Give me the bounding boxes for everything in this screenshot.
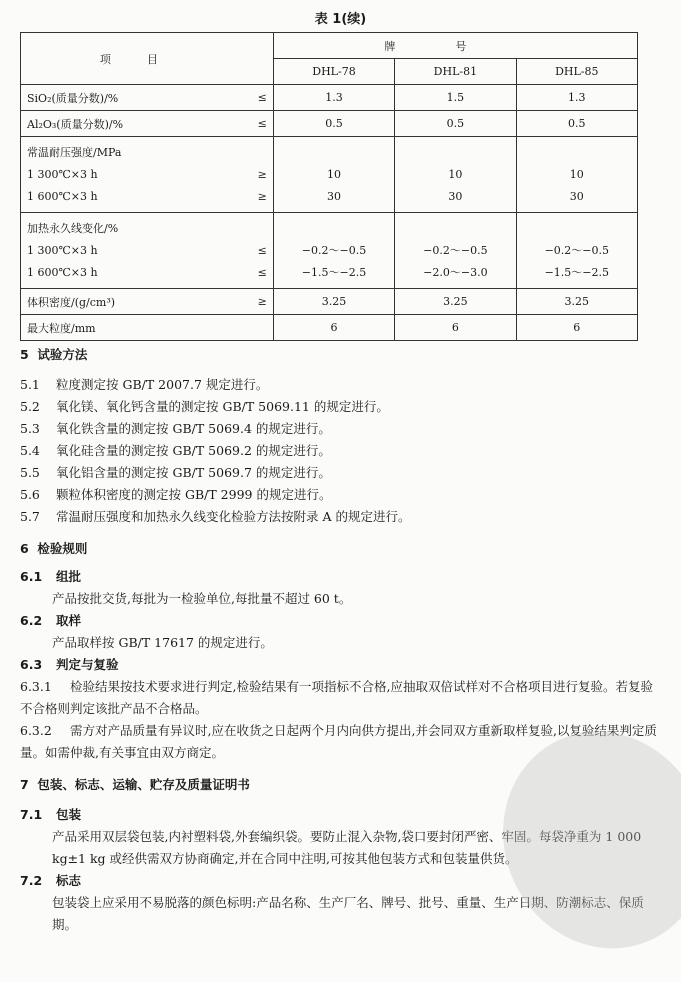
clause-text-7-2: 包装袋上应采用不易脱落的颜色标明:产品名称、生产厂名、牌号、批号、重量、生产日期、防潮标志、保质期。 [52, 895, 644, 932]
cell-value: 3.25 [273, 289, 394, 315]
clause-5-4: 5.4 氧化硅含量的测定按 GB/T 5069.2 的规定进行。 [20, 443, 331, 458]
cell-value: 30 [569, 189, 584, 203]
clause-5-1: 5.1 粒度测定按 GB/T 2007.7 规定进行。 [20, 377, 269, 392]
row-label: SiO₂(质量分数)/% [21, 85, 241, 111]
cell-value: 6 [395, 315, 516, 341]
table-row [21, 85, 638, 111]
row-operator: ≥ [257, 189, 267, 203]
clause-heading-7-2: 7.2 标志 [20, 873, 82, 888]
clause-heading-7-1: 7.1 包装 [20, 807, 82, 822]
cell-value: −1.5～−2.5 [301, 265, 367, 279]
section-heading-6: 6 检验规则 [20, 541, 88, 556]
clause-5-3: 5.3 氧化铁含量的测定按 GB/T 5069.4 的规定进行。 [20, 421, 331, 436]
cell-value: −0.2～−0.5 [544, 243, 609, 257]
cell-value: −1.5～−2.5 [544, 265, 609, 279]
grade-col: DHL-78 [273, 59, 394, 85]
cell-value: 0.5 [516, 111, 637, 137]
cell-value: 1.3 [273, 85, 394, 111]
cell-value: 6 [516, 315, 637, 341]
table-row [21, 137, 638, 213]
grade-header: 牌号 [273, 33, 637, 59]
clause-5-6: 5.6 颗粒体积密度的测定按 GB/T 2999 的规定进行。 [20, 487, 332, 502]
clause-text-6-1: 产品按批交货,每批为一检验单位,每批量不超过 60 t。 [52, 591, 352, 606]
row-label: 常温耐压强度/MPa [27, 145, 122, 159]
table-row [21, 213, 638, 289]
table-row [21, 315, 638, 341]
table-caption: 表 1(续) [314, 12, 367, 27]
row-operator: ≤ [257, 265, 267, 279]
item-header: 项目 [21, 33, 274, 85]
cell-value: 0.5 [395, 111, 516, 137]
row-operator: ≥ [241, 289, 274, 315]
cell-value: −0.2～−0.5 [301, 243, 367, 257]
sub-label: 1 300℃×3 h [27, 167, 98, 181]
clause-6-3-1: 6.3.1 检验结果按技术要求进行判定,检验结果有一项指标不合格,应抽取双倍试样对不合格项目进行复验。若复验不合格则判定该批产品不合格品。 [20, 679, 653, 716]
row-label: 加热永久线变化/% [27, 221, 119, 235]
row-operator: ≤ [241, 111, 274, 137]
clause-5-5: 5.5 氧化铝含量的测定按 GB/T 5069.7 的规定进行。 [20, 465, 331, 480]
clause-5-7: 5.7 常温耐压强度和加热永久线变化检验方法按附录 A 的规定进行。 [20, 509, 411, 524]
cell-value: 3.25 [516, 289, 637, 315]
row-label: Al₂O₃(质量分数)/% [21, 111, 241, 137]
cell-value: 6 [273, 315, 394, 341]
cell-value: 3.25 [395, 289, 516, 315]
cell-value: 10 [448, 167, 463, 181]
row-operator: ≤ [241, 85, 274, 111]
clause-heading-6-2: 6.2 取样 [20, 613, 82, 628]
cell-value: 10 [569, 167, 584, 181]
spec-table [20, 32, 638, 341]
clause-heading-6-1: 6.1 组批 [20, 569, 82, 584]
cell-value: −2.0～−3.0 [423, 265, 488, 279]
section-heading-5: 5 试验方法 [20, 347, 88, 362]
table-row [21, 111, 638, 137]
row-operator: ≤ [257, 243, 267, 257]
cell-value: −0.2～−0.5 [423, 243, 488, 257]
cell-value: 10 [326, 167, 341, 181]
clause-5-2: 5.2 氧化镁、氧化钙含量的测定按 GB/T 5069.11 的规定进行。 [20, 399, 389, 414]
cell-value: 1.3 [516, 85, 637, 111]
cell-value: 30 [448, 189, 463, 203]
grade-col: DHL-81 [395, 59, 516, 85]
section-heading-7: 7 包装、标志、运输、贮存及质量证明书 [20, 777, 250, 792]
sub-label: 1 300℃×3 h [27, 243, 98, 257]
clause-heading-6-3: 6.3 判定与复验 [20, 657, 119, 672]
sub-label: 1 600℃×3 h [27, 189, 98, 203]
row-label: 体积密度/(g/cm³) [21, 289, 241, 315]
table-row [21, 289, 638, 315]
cell-value: 0.5 [273, 111, 394, 137]
row-label: 最大粒度/mm [21, 315, 274, 341]
clause-text-6-2: 产品取样按 GB/T 17617 的规定进行。 [52, 635, 273, 650]
clause-text-7-1: 产品采用双层袋包装,内衬塑料袋,外套编织袋。要防止混入杂物,袋口要封闭严密、牢固。每袋净重为 1 000 kg±1 kg 或经供需双方协商确定,并在合同中注明,可按其他包装方式和包装量供货。 [52, 829, 642, 866]
cell-value: 30 [326, 189, 341, 203]
sub-label: 1 600℃×3 h [27, 265, 98, 279]
clause-6-3-2: 6.3.2 需方对产品质量有异议时,应在收货之日起两个月内向供方提出,并会同双方重新取样复验,以复验结果判定质量。如需仲裁,有关事宜由双方商定。 [20, 723, 657, 760]
row-operator: ≥ [257, 167, 267, 181]
grade-col: DHL-85 [516, 59, 637, 85]
cell-value: 1.5 [395, 85, 516, 111]
